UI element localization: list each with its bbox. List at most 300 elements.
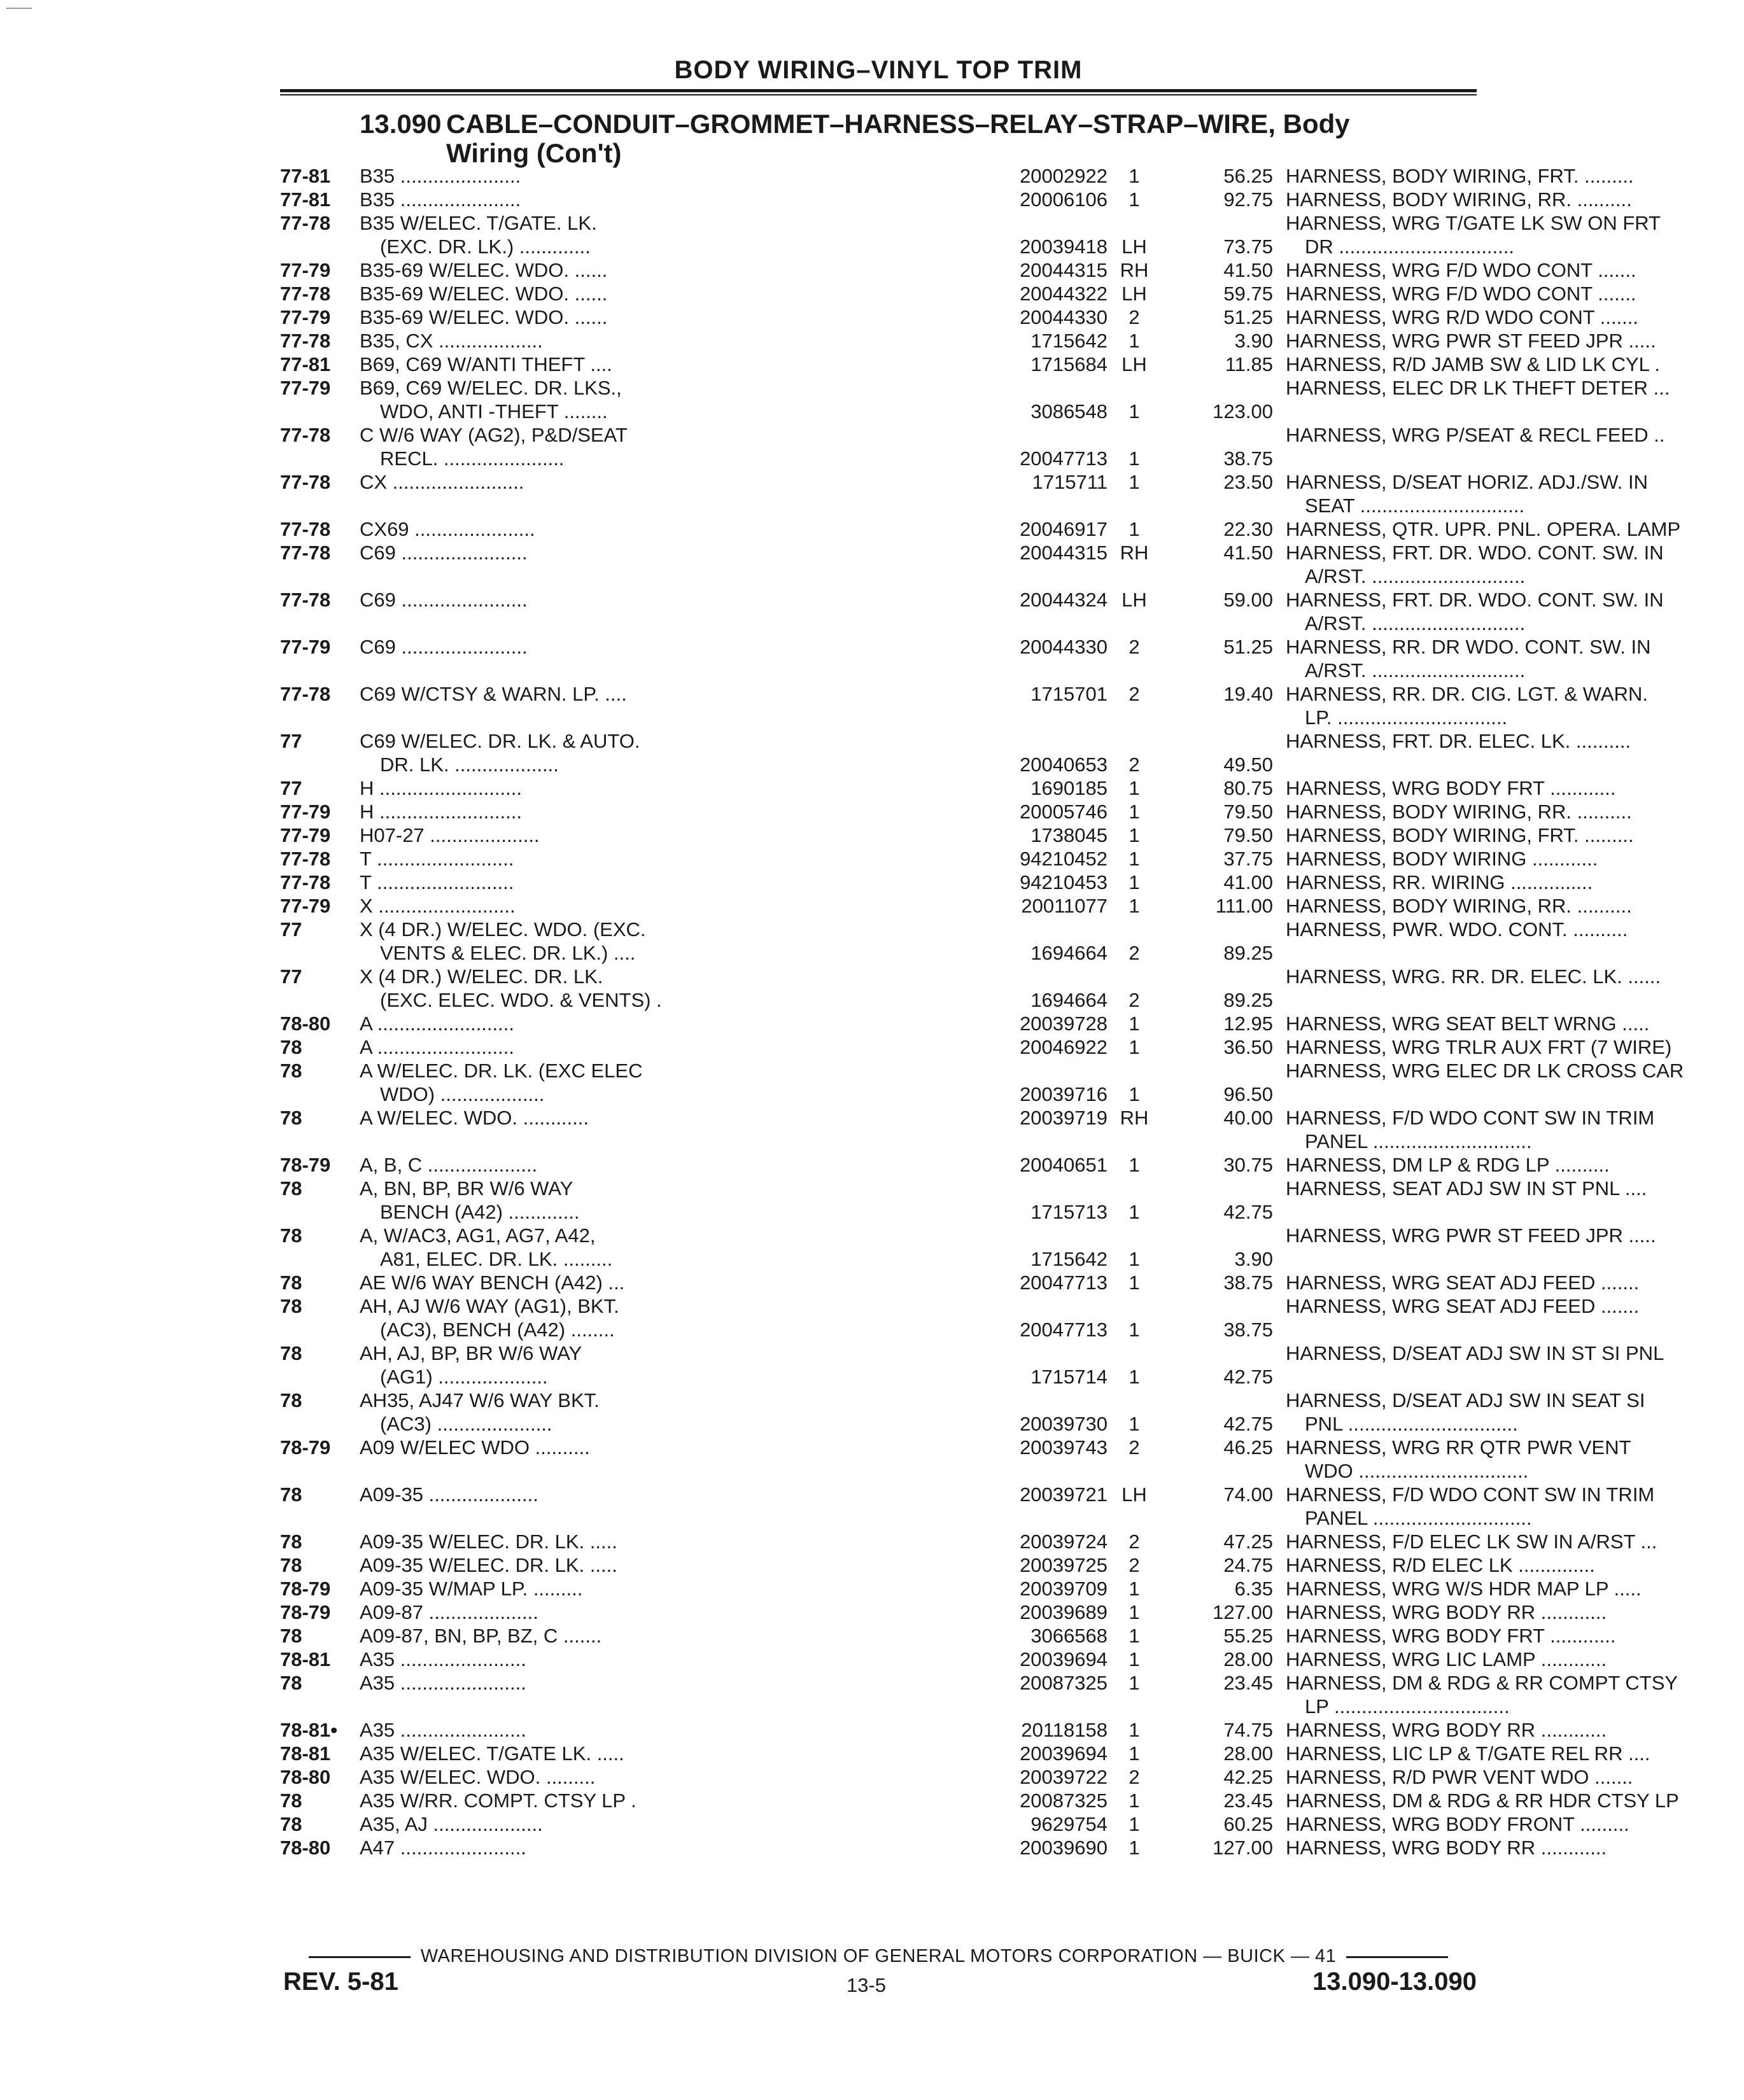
model-line: C69 W/ELEC. DR. LK. & AUTO. xyxy=(360,730,640,752)
table-row xyxy=(280,1648,1607,1671)
price: 127.00 xyxy=(1213,1837,1273,1859)
model-line: CX ........................ xyxy=(360,471,524,493)
price: 12.95 xyxy=(1223,1012,1273,1035)
price: 80.75 xyxy=(1223,777,1273,799)
table-row xyxy=(280,1012,1650,1035)
table-row xyxy=(280,376,1670,423)
part-number: 20039694 xyxy=(1020,1648,1108,1670)
part-description xyxy=(1286,376,1744,400)
part-description xyxy=(1286,729,1744,753)
part-number: 9629754 xyxy=(1030,1813,1108,1835)
part-number: 20046917 xyxy=(1020,518,1108,540)
table-row xyxy=(280,1106,1655,1153)
model-line: A, BN, BP, BR W/6 WAY xyxy=(360,1177,573,1200)
page-number: 13-5 xyxy=(847,1974,887,1996)
part-description xyxy=(1286,1224,1744,1247)
description-line: HARNESS, ELEC DR LK THEFT DETER ... xyxy=(1286,377,1670,399)
part-description xyxy=(1286,1718,1744,1742)
quantity: 1 xyxy=(1129,1366,1140,1388)
part-description xyxy=(1286,258,1744,282)
model-line: A ......................... xyxy=(360,1036,514,1058)
part-number: 1715684 xyxy=(1030,353,1108,375)
description-line-continued: A/RST. ............................ xyxy=(1305,565,1526,587)
part-number: 20039722 xyxy=(1020,1766,1108,1788)
quantity: 1 xyxy=(1129,1271,1140,1294)
description-line: HARNESS, WRG BODY FRT ............ xyxy=(1286,1625,1616,1647)
quantity: 1 xyxy=(1129,1719,1140,1741)
description-line: HARNESS, SEAT ADJ SW IN ST PNL .... xyxy=(1286,1177,1647,1200)
description-line: HARNESS, F/D ELEC LK SW IN A/RST ... xyxy=(1286,1530,1657,1553)
description-line-continued: A/RST. ............................ xyxy=(1305,659,1526,682)
table-row xyxy=(280,682,1648,729)
header-rule xyxy=(280,89,1477,95)
description-line: HARNESS, DM & RDG & RR HDR CTSY LP xyxy=(1286,1789,1679,1812)
part-number: 20044330 xyxy=(1020,306,1108,328)
model-line: C69 W/CTSY & WARN. LP. .... xyxy=(360,683,627,705)
part-description xyxy=(1286,1624,1744,1648)
table-row xyxy=(280,353,1660,376)
price: 6.35 xyxy=(1234,1578,1273,1600)
quantity: LH xyxy=(1122,283,1147,305)
quantity: 1 xyxy=(1129,400,1140,423)
quantity: 1 xyxy=(1129,1625,1140,1647)
price: 11.85 xyxy=(1225,353,1273,375)
quantity: 1 xyxy=(1129,165,1140,187)
description-line: HARNESS, BODY WIRING ............ xyxy=(1286,848,1598,870)
price: 111.00 xyxy=(1215,895,1273,917)
price: 55.25 xyxy=(1223,1625,1273,1647)
description-line: HARNESS, R/D ELEC LK .............. xyxy=(1286,1554,1595,1576)
part-description xyxy=(1286,1483,1744,1530)
model-line: AH, AJ, BP, BR W/6 WAY xyxy=(360,1342,582,1364)
section-title-text: CABLE–CONDUIT–GROMMET–HARNESS–RELAY–STRAP–WIRE, Body xyxy=(446,109,1350,139)
model-line-continued: VENTS & ELEC. DR. LK.) .... xyxy=(380,942,636,964)
description-line: HARNESS, F/D WDO CONT SW IN TRIM xyxy=(1286,1107,1655,1129)
model-years: 78-81 xyxy=(280,1648,331,1670)
part-description xyxy=(1286,1177,1744,1200)
table-row xyxy=(280,1035,1672,1059)
model-years: 78-81 xyxy=(280,1742,331,1765)
part-description xyxy=(1286,423,1744,447)
table-row xyxy=(280,635,1651,682)
price: 74.00 xyxy=(1223,1483,1273,1506)
model-line: AH35, AJ47 W/6 WAY BKT. xyxy=(360,1389,600,1411)
price: 23.50 xyxy=(1223,471,1273,493)
quantity: 1 xyxy=(1129,1742,1140,1765)
table-row xyxy=(280,282,1636,305)
part-number: 20039728 xyxy=(1020,1012,1108,1035)
part-number: 20087325 xyxy=(1020,1789,1108,1812)
table-row xyxy=(280,541,1664,588)
model-line: AH, AJ W/6 WAY (AG1), BKT. xyxy=(360,1295,619,1317)
model-years: 77 xyxy=(280,777,302,799)
price: 40.00 xyxy=(1223,1107,1273,1129)
price: 41.00 xyxy=(1223,871,1273,893)
table-row xyxy=(280,1483,1655,1530)
model-years: 77-79 xyxy=(280,801,331,823)
model-line: A09-35 .................... xyxy=(360,1483,538,1506)
model-years: 77-81 xyxy=(280,353,331,375)
price: 59.75 xyxy=(1223,283,1273,305)
description-line: HARNESS, WRG SEAT BELT WRNG ..... xyxy=(1286,1012,1650,1035)
model-years: 78 xyxy=(280,1060,302,1082)
part-description xyxy=(1286,635,1744,682)
model-years: 77-79 xyxy=(280,377,331,399)
price: 41.50 xyxy=(1223,259,1273,281)
table-row xyxy=(280,1294,1640,1341)
model-line: A35 ....................... xyxy=(360,1672,526,1694)
price: 96.50 xyxy=(1223,1083,1273,1105)
model-years: 78 xyxy=(280,1789,302,1812)
quantity: 2 xyxy=(1129,306,1140,328)
parts-table xyxy=(280,164,1684,1859)
description-line: HARNESS, F/D WDO CONT SW IN TRIM xyxy=(1286,1483,1655,1506)
part-number: 1694664 xyxy=(1030,942,1108,964)
price: 49.50 xyxy=(1223,753,1273,776)
table-row xyxy=(280,423,1665,470)
price: 56.25 xyxy=(1223,165,1273,187)
table-row xyxy=(280,329,1656,353)
model-years: 78 xyxy=(280,1672,302,1694)
description-line: HARNESS, QTR. UPR. PNL. OPERA. LAMP xyxy=(1286,518,1681,540)
table-row xyxy=(280,823,1634,847)
description-line-continued: LP ................................ xyxy=(1305,1695,1510,1718)
price: 47.25 xyxy=(1223,1530,1273,1553)
part-number: 3066568 xyxy=(1030,1625,1108,1647)
table-row xyxy=(280,1177,1647,1224)
description-line-continued: PNL ............................... xyxy=(1305,1413,1518,1435)
part-number: 20046922 xyxy=(1020,1036,1108,1058)
price: 41.50 xyxy=(1223,542,1273,564)
model-years: 78-79 xyxy=(280,1436,331,1459)
description-line: HARNESS, D/SEAT HORIZ. ADJ./SW. IN xyxy=(1286,471,1649,493)
description-line-continued: LP. ............................... xyxy=(1305,706,1508,729)
table-row xyxy=(280,305,1639,329)
model-line: B35 W/ELEC. T/GATE. LK. xyxy=(360,212,597,234)
table-row xyxy=(280,729,1631,776)
price: 28.00 xyxy=(1223,1742,1273,1765)
model-line: B35, CX ................... xyxy=(360,330,543,352)
part-description xyxy=(1286,1812,1744,1836)
part-number: 20044324 xyxy=(1020,589,1108,611)
description-line-continued: PANEL ............................. xyxy=(1305,1130,1532,1152)
price: 38.75 xyxy=(1223,1271,1273,1294)
model-line-continued: (AC3), BENCH (A42) ........ xyxy=(380,1319,615,1341)
table-row xyxy=(280,871,1593,894)
description-line: HARNESS, WRG ELEC DR LK CROSS CAR xyxy=(1286,1060,1684,1082)
part-description xyxy=(1286,1059,1744,1082)
model-years: 77-78 xyxy=(280,471,331,493)
price: 89.25 xyxy=(1223,989,1273,1011)
section-range: 13.090-13.090 xyxy=(1312,1968,1477,1996)
part-description xyxy=(1286,871,1744,894)
table-row xyxy=(280,847,1598,871)
part-description xyxy=(1286,1035,1744,1059)
model-line: B35-69 W/ELEC. WDO. ...... xyxy=(360,283,608,305)
part-number: 20118158 xyxy=(1021,1719,1108,1741)
description-line-continued: WDO ............................... xyxy=(1305,1460,1529,1482)
model-line: A09-35 W/MAP LP. ......... xyxy=(360,1578,583,1600)
description-line: HARNESS, WRG F/D WDO CONT ....... xyxy=(1286,259,1636,281)
table-row xyxy=(280,1742,1650,1765)
part-number: 94210452 xyxy=(1020,848,1108,870)
quantity: 1 xyxy=(1129,1413,1140,1435)
quantity: 1 xyxy=(1129,1648,1140,1670)
model-years: 78 xyxy=(280,1389,302,1411)
quantity: 1 xyxy=(1129,1036,1140,1058)
description-line: HARNESS, BODY WIRING, FRT. ......... xyxy=(1286,824,1634,846)
part-description xyxy=(1286,823,1744,847)
part-number: 1715711 xyxy=(1032,471,1108,493)
model-years: 78 xyxy=(280,1530,302,1553)
table-row xyxy=(280,1600,1607,1624)
quantity: 1 xyxy=(1129,1789,1140,1812)
description-line: HARNESS, DM & RDG & RR COMPT CTSY xyxy=(1286,1672,1678,1694)
model-years: 78-79 xyxy=(280,1154,331,1176)
description-line: HARNESS, LIC LP & T/GATE REL RR .... xyxy=(1286,1742,1650,1765)
quantity: LH xyxy=(1122,235,1147,258)
section-heading xyxy=(360,109,1480,168)
part-description xyxy=(1286,1789,1744,1812)
table-row xyxy=(280,1059,1684,1106)
part-number: 20040651 xyxy=(1020,1154,1108,1176)
description-line: HARNESS, FRT. DR. WDO. CONT. SW. IN xyxy=(1286,542,1664,564)
table-row xyxy=(280,918,1628,965)
price: 28.00 xyxy=(1223,1648,1273,1670)
model-years: 77-79 xyxy=(280,824,331,846)
part-description xyxy=(1286,1671,1744,1718)
part-description xyxy=(1286,305,1744,329)
table-row xyxy=(280,1530,1657,1553)
model-line: C69 ....................... xyxy=(360,636,528,658)
model-line: A35 W/ELEC. WDO. ......... xyxy=(360,1766,596,1788)
table-row xyxy=(280,1436,1631,1483)
table-row xyxy=(280,1765,1633,1789)
price: 3.90 xyxy=(1234,330,1273,352)
quantity: LH xyxy=(1122,1483,1147,1506)
model-line: H .......................... xyxy=(360,777,522,799)
model-years: 77-79 xyxy=(280,259,331,281)
price: 42.75 xyxy=(1223,1413,1273,1435)
price: 24.75 xyxy=(1223,1554,1273,1576)
part-description xyxy=(1286,1153,1744,1177)
quantity: LH xyxy=(1122,589,1147,611)
model-line-continued: DR. LK. ................... xyxy=(380,753,559,776)
table-row xyxy=(280,1389,1645,1436)
part-description xyxy=(1286,1530,1744,1553)
part-number: 20040653 xyxy=(1020,753,1108,776)
description-line-continued: PANEL ............................. xyxy=(1305,1507,1532,1529)
quantity: 1 xyxy=(1129,801,1140,823)
model-years: 78-79 xyxy=(280,1578,331,1600)
part-description xyxy=(1286,1106,1744,1153)
quantity: 2 xyxy=(1129,1530,1140,1553)
part-description xyxy=(1286,776,1744,800)
part-number: 20002922 xyxy=(1020,165,1108,187)
part-number: 20047713 xyxy=(1020,447,1108,470)
model-line: A35 W/ELEC. T/GATE LK. ..... xyxy=(360,1742,624,1765)
part-description xyxy=(1286,847,1744,871)
part-description xyxy=(1286,329,1744,353)
price: 42.25 xyxy=(1223,1766,1273,1788)
description-line: HARNESS, FRT. DR. WDO. CONT. SW. IN xyxy=(1286,589,1664,611)
part-description xyxy=(1286,353,1744,376)
model-years: 77-78 xyxy=(280,518,331,540)
price: 37.75 xyxy=(1223,848,1273,870)
price: 79.50 xyxy=(1223,824,1273,846)
description-line-continued: SEAT .............................. xyxy=(1305,494,1525,517)
price: 30.75 xyxy=(1223,1154,1273,1176)
section-continuation: Wiring (Con't) xyxy=(446,138,622,168)
model-years: 78 xyxy=(280,1483,302,1506)
model-years: 78 xyxy=(280,1625,302,1647)
part-number: 20044315 xyxy=(1020,259,1108,281)
price: 23.45 xyxy=(1223,1789,1273,1812)
description-line: HARNESS, WRG RR QTR PWR VENT xyxy=(1286,1436,1631,1459)
part-number: 20039743 xyxy=(1020,1436,1108,1459)
quantity: 1 xyxy=(1129,848,1140,870)
price: 59.00 xyxy=(1223,589,1273,611)
model-line-continued: WDO) ................... xyxy=(380,1083,545,1105)
table-row xyxy=(280,1836,1607,1859)
quantity: 2 xyxy=(1129,1554,1140,1576)
part-description xyxy=(1286,1836,1744,1859)
table-row xyxy=(280,1624,1616,1648)
description-line-continued: A/RST. ............................ xyxy=(1305,612,1526,634)
part-number: 20011077 xyxy=(1021,895,1108,917)
table-row xyxy=(280,1271,1640,1294)
description-line: HARNESS, WRG SEAT ADJ FEED ....... xyxy=(1286,1271,1640,1294)
price: 79.50 xyxy=(1223,801,1273,823)
description-line: HARNESS, WRG TRLR AUX FRT (7 WIRE) xyxy=(1286,1036,1672,1058)
price: 38.75 xyxy=(1223,1319,1273,1341)
model-line: A47 ....................... xyxy=(360,1837,526,1859)
part-description xyxy=(1286,1765,1744,1789)
model-line: A09-87 .................... xyxy=(360,1601,538,1623)
table-row xyxy=(280,1224,1656,1271)
model-years: 77-78 xyxy=(280,330,331,352)
part-number: 1690185 xyxy=(1030,777,1108,799)
quantity: 1 xyxy=(1129,1319,1140,1341)
model-years: 78-80 xyxy=(280,1012,331,1035)
quantity: 1 xyxy=(1129,1601,1140,1623)
description-line: HARNESS, WRG T/GATE LK SW ON FRT xyxy=(1286,212,1661,234)
description-line: HARNESS, WRG BODY RR ............ xyxy=(1286,1601,1607,1623)
table-row xyxy=(280,188,1632,211)
model-years: 78 xyxy=(280,1554,302,1576)
part-description xyxy=(1286,1600,1744,1624)
table-row xyxy=(280,1718,1607,1742)
part-description xyxy=(1286,1271,1744,1294)
quantity: RH xyxy=(1120,259,1149,281)
table-row xyxy=(280,1577,1642,1600)
table-row xyxy=(280,258,1636,282)
model-years: 78-79 xyxy=(280,1601,331,1623)
description-line: HARNESS, WRG R/D WDO CONT ....... xyxy=(1286,306,1639,328)
table-row xyxy=(280,470,1649,517)
description-line: HARNESS, BODY WIRING, RR. .......... xyxy=(1286,188,1632,211)
price: 51.25 xyxy=(1223,636,1273,658)
model-line: A35, AJ .................... xyxy=(360,1813,543,1835)
part-number: 20039725 xyxy=(1020,1554,1108,1576)
part-description xyxy=(1286,1648,1744,1671)
quantity: 1 xyxy=(1129,518,1140,540)
model-line: A, B, C .................... xyxy=(360,1154,538,1176)
quantity: 2 xyxy=(1129,1766,1140,1788)
model-years: 78-80 xyxy=(280,1837,331,1859)
model-line-continued: (AG1) .................... xyxy=(380,1366,548,1388)
model-years: 77-79 xyxy=(280,895,331,917)
quantity: 2 xyxy=(1129,636,1140,658)
model-line-continued: (EXC. ELEC. WDO. & VENTS) . xyxy=(380,989,662,1011)
description-line: HARNESS, WRG W/S HDR MAP LP ..... xyxy=(1286,1578,1642,1600)
part-number: 1715701 xyxy=(1030,683,1108,705)
quantity: 1 xyxy=(1129,824,1140,846)
model-years: 78 xyxy=(280,1036,302,1058)
part-number: 20039716 xyxy=(1020,1083,1108,1105)
description-line: HARNESS, PWR. WDO. CONT. .......... xyxy=(1286,918,1628,941)
model-line: B35-69 W/ELEC. WDO. ...... xyxy=(360,259,608,281)
model-line: B69, C69 W/ELEC. DR. LKS., xyxy=(360,377,622,399)
price: 73.75 xyxy=(1223,235,1273,258)
table-row xyxy=(280,1812,1629,1836)
model-years: 78-81• xyxy=(280,1719,338,1741)
quantity: 1 xyxy=(1129,1083,1140,1105)
model-line: B35 ...................... xyxy=(360,165,521,187)
part-number: 20044322 xyxy=(1020,283,1108,305)
quantity: 1 xyxy=(1129,1578,1140,1600)
model-line: A09-87, BN, BP, BZ, C ....... xyxy=(360,1625,602,1647)
description-line: HARNESS, WRG BODY RR ............ xyxy=(1286,1837,1607,1859)
description-line: HARNESS, BODY WIRING, RR. .......... xyxy=(1286,801,1632,823)
quantity: 1 xyxy=(1129,1201,1140,1223)
quantity: 2 xyxy=(1129,942,1140,964)
model-years: 77-78 xyxy=(280,848,331,870)
model-line-continued: A81, ELEC. DR. LK. ......... xyxy=(380,1248,613,1270)
quantity: RH xyxy=(1120,542,1149,564)
model-line: T ......................... xyxy=(360,871,514,893)
description-line: HARNESS, WRG BODY RR ............ xyxy=(1286,1719,1607,1741)
model-line-continued: RECL. ...................... xyxy=(380,447,565,470)
model-years: 77-81 xyxy=(280,165,331,187)
model-line: A09 W/ELEC WDO .......... xyxy=(360,1436,590,1459)
model-years: 78 xyxy=(280,1271,302,1294)
description-line: HARNESS, D/SEAT ADJ SW IN ST SI PNL xyxy=(1286,1342,1664,1364)
part-description xyxy=(1286,1389,1744,1436)
footer-organization xyxy=(280,1946,1477,1967)
model-line-continued: WDO, ANTI -THEFT ........ xyxy=(380,400,608,423)
model-line: C69 ....................... xyxy=(360,589,528,611)
description-line: HARNESS, R/D JAMB SW & LID LK CYL . xyxy=(1286,353,1660,375)
model-years: 78 xyxy=(280,1342,302,1364)
part-description xyxy=(1286,800,1744,823)
model-years: 77-78 xyxy=(280,542,331,564)
price: 127.00 xyxy=(1213,1601,1273,1623)
part-number: 20039694 xyxy=(1020,1742,1108,1765)
model-line: A, W/AC3, AG1, AG7, A42, xyxy=(360,1224,596,1247)
price: 92.75 xyxy=(1223,188,1273,211)
model-line-continued: (EXC. DR. LK.) ............. xyxy=(380,235,591,258)
part-number: 1694664 xyxy=(1030,989,1108,1011)
description-line: HARNESS, WRG BODY FRT ............ xyxy=(1286,777,1616,799)
model-line: AE W/6 WAY BENCH (A42) ... xyxy=(360,1271,625,1294)
price: 60.25 xyxy=(1223,1813,1273,1835)
model-years: 77-78 xyxy=(280,589,331,611)
part-number: 20047713 xyxy=(1020,1319,1108,1341)
description-line: HARNESS, WRG PWR ST FEED JPR ..... xyxy=(1286,330,1656,352)
part-number: 20039709 xyxy=(1020,1578,1108,1600)
part-number: 20044315 xyxy=(1020,542,1108,564)
